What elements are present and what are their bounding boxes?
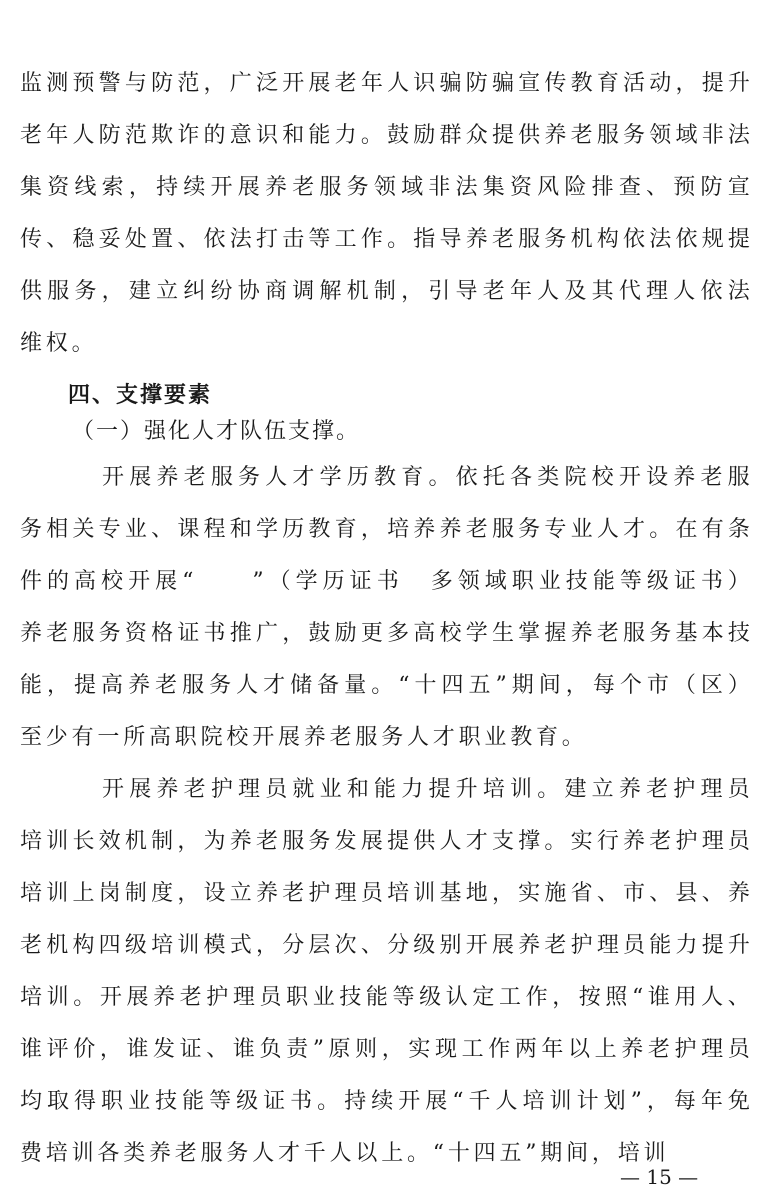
paragraph-3-line-5: 培 训 。 开 展 养 老 护 理 员 职 业 技 能 等 级 认 定 工 作 ， 按 照 “ 谁 用 人 、 — [20, 985, 750, 1010]
paragraph-3-line-6: 谁 评 价 ， 谁 发 证 、 谁 负 责 ” 原 则 ， 实 现 工 作 两 年 以 上 养 老 护 理 员 — [20, 1037, 750, 1062]
paragraph-2-line-1: 开 展 养 老 服 务 人 才 学 历 教 育 。 依 托 各 类 院 校 开 设 养 老 服 — [102, 465, 750, 490]
paragraph-3-line-2: 培 训 长 效 机 制 ， 为 养 老 服 务 发 展 提 供 人 才 支 撑 。 实 行 养 老 护 理 员 — [20, 829, 750, 854]
section-heading: 四、支撑要素 — [68, 383, 213, 408]
paragraph-2-line-3: 件 的 高 校 开 展 “ ” （ 学 历 证 书 多 领 域 职 业 技 能 等 级 证 书 ） — [20, 569, 750, 594]
paragraph-3-line-1: 开 展 养 老 护 理 员 就 业 和 能 力 提 升 培 训 。 建 立 养 老 护 理 员 — [102, 777, 750, 802]
body-line-1: 监 测 预 警 与 防 范 ， 广 泛 开 展 老 年 人 识 骗 防 骗 宣 传 教 育 活 动 ， 提 升 — [20, 71, 750, 96]
body-line-4: 传 、 稳 妥 处 置 、 依 法 打 击 等 工 作 。 指 导 养 老 服 务 机 构 依 法 依 规 提 — [20, 227, 750, 252]
paragraph-2-line-2: 务 相 关 专 业 、 课 程 和 学 历 教 育 ， 培 养 养 老 服 务 专 业 人 才 。 在 有 条 — [20, 517, 750, 542]
paragraph-3-line-8: 费培训各类养老服务人才千人以上。“十四五”期间，培训 — [20, 1141, 670, 1166]
body-line-5: 供 服 务 ， 建 立 纠 纷 协 商 调 解 机 制 ， 引 导 老 年 人 及 其 代 理 人 依 法 — [20, 279, 750, 304]
page-number: — 15 — — [620, 1165, 699, 1189]
paragraph-3-line-3: 培 训 上 岗 制 度 ， 设 立 养 老 护 理 员 培 训 基 地 ， 实 施 省 、 市 、 县 、 养 — [20, 881, 750, 906]
paragraph-3-line-4: 老 机 构 四 级 培 训 模 式 ， 分 层 次 、 分 级 别 开 展 养 老 护 理 员 能 力 提 升 — [20, 933, 750, 958]
paragraph-2-line-5: 能 ， 提 高 养 老 服 务 人 才 储 备 量 。 “ 十 四 五 ” 期 间 ， 每 个 市 （ 区 ） — [20, 673, 750, 698]
subsection-heading: （一）强化人才队伍支撑。 — [72, 419, 361, 444]
paragraph-2-line-6: 至少有一所高职院校开展养老服务人才职业教育。 — [20, 725, 588, 750]
body-line-3: 集 资 线 索 ， 持 续 开 展 养 老 服 务 领 域 非 法 集 资 风 险 排 查 、 预 防 宣 — [20, 175, 750, 200]
paragraph-3-line-7: 均 取 得 职 业 技 能 等 级 证 书 。 持 续 开 展 “ 千 人 培 训 计 划 ” ， 每 年 免 — [20, 1089, 750, 1114]
paragraph-2-line-4: 养 老 服 务 资 格 证 书 推 广 ， 鼓 励 更 多 高 校 学 生 掌 握 养 老 服 务 基 本 技 — [20, 621, 750, 646]
body-line-2: 老 年 人 防 范 欺 诈 的 意 识 和 能 力 。 鼓 励 群 众 提 供 养 老 服 务 领 域 非 法 — [20, 123, 750, 148]
body-line-6: 维权。 — [20, 331, 98, 356]
